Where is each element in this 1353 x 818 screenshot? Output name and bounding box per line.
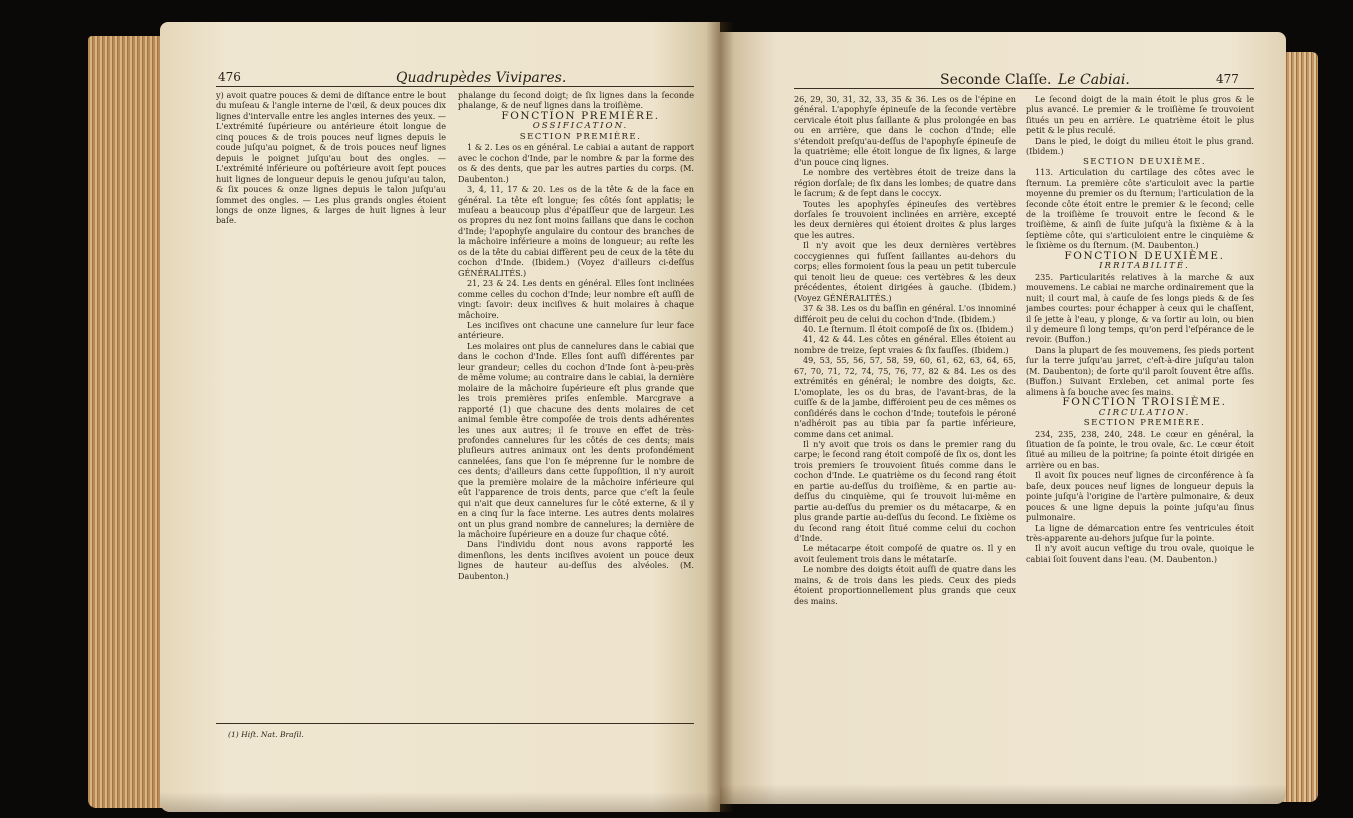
open-book	[88, 22, 1318, 812]
paragraph: Le nombre des doigts étoit auſſi de quatre dans les mains, & de trois dans les pieds. Ceux des pieds étoient proportionnellement plus grands que ceux des mains.	[794, 564, 1016, 606]
paragraph: Toutes les apophyſes épineuſes des vertèbres dorſales ſe trouvoient inclinées en arrière, excepté les deux dernières qui étoient droites & plus larges que les autres.	[794, 198, 1016, 240]
left-page	[160, 22, 720, 812]
paragraph: Il n'y avoit que les deux dernières vertèbres coccygiennes qui fuſſent ſaillantes au-dehors du corps; elles formoient ſous la peau un petit tubercule qui tenoit lieu de queue: ces vertèbres & les deux précédentes, étoient dirigées à gauche. (Ibidem.) (Voyez GÉNÉRALITÉS.)	[794, 240, 1016, 303]
function-heading: FONCTION DEUXIÈME.	[1064, 249, 1225, 262]
page-number-right: 477	[1216, 72, 1239, 86]
section-heading: SECTION PREMIÈRE.	[1083, 418, 1206, 429]
right-column-2	[1026, 94, 1254, 754]
running-title-left: Quadrupèdes Vivipares.	[396, 70, 567, 86]
sub-heading: IRRITABILITÉ.	[1099, 261, 1190, 272]
paragraph: Il avoit ſix pouces neuf lignes de circonférence à ſa baſe, deux pouces neuf lignes de longueur depuis la pointe juſqu'à l'origine de l'artère pulmonaire, & deux pouces & une ligne depuis la pointe juſqu'au ſinus pulmonaire.	[1026, 470, 1254, 523]
page-edges-left	[88, 36, 166, 808]
right-column-1	[794, 94, 1016, 754]
paragraph: La ligne de démarcation entre ſes ventricules étoit très-apparente au-dehors juſque ſur la pointe.	[1026, 522, 1254, 544]
function-heading: FONCTION TROISIÈME.	[1062, 396, 1227, 409]
paragraph: Les molaires ont plus de cannelures dans le cabiai que dans le cochon d'Inde. Elles ſont auſſi différentes par leur grandeur; celles du cochon d'Inde ſont à-peu-près de même volume; au contraire dans le cabiai, la dernière molaire de la mâchoire ſupérieure eſt plus grande que les trois premières priſes enſemble. Marcgrave a rapporté (1) que chacune des dents molaires de cet animal ſemble être compoſée de trois dents adhérentes les unes aux autres; il ſe trouve en effet de très-profondes cannelures ſur les côtés de ces dents; mais pluſieurs autres animaux ont les dents profondément cannelées, ſans que l'on ſe méprenne ſur le nombre de ces dents; d'ailleurs dans cette ſuppoſition, il n'y auroit que la première molaire de la mâchoire inférieure qui eût l'apparence de trois dents, parce que c'eſt la ſeule qui n'ait que deux cannelures ſur le côté externe, & il y en a cinq ſur la face interne. Les autres dents molaires ont un plus grand nombre de cannelures; la dernière de la mâchoire ſupérieure en a douze ſur chaque côté.	[458, 340, 694, 540]
footnote: (1) Hiſt. Nat. Braſil.	[228, 730, 304, 739]
running-title-right-a: Seconde Claſſe.	[940, 72, 1052, 88]
right-page	[720, 32, 1286, 804]
paragraph: Il n'y avoit aucun veſtige du trou ovale, quoique le cabiai ſoit ſouvent dans l'eau. (M. Daubenton.)	[1026, 543, 1254, 564]
left-column-2	[458, 90, 694, 710]
paragraph: 40. Le ſternum. Il étoit compoſé de ſix os. (Ibidem.)	[803, 323, 1014, 334]
paragraph: 49, 53, 55, 56, 57, 58, 59, 60, 61, 62, 63, 64, 65, 67, 70, 71, 72, 74, 75, 76, 77, 82 & 84. Les os des extrémités en général; le nombre des doigts, &c. L'omoplate, les os du bras, de l'avant-bras, de la cuiſſe & de la jambe, différoient peu de ces mêmes os conſidérés dans le cochon d'Inde; toutefois le péroné n'adhéroit pas au tibia par ſa partie inférieure, comme dans cet animal.	[794, 355, 1016, 439]
left-column-1	[216, 90, 446, 710]
header-rule-right	[794, 88, 1254, 89]
page-shadow	[160, 792, 720, 812]
page-shadow	[720, 784, 1286, 804]
paragraph: 1 & 2. Les os en général. Le cabiai a autant de rapport avec le cochon d'Inde, par le nombre & par la forme des os & des dents, que par les autres parties du corps. (M. Daubenton.)	[458, 142, 694, 184]
paragraph: 113. Articulation du cartilage des côtes avec le ſternum. La première côte s'articuloit avec la partie moyenne du premier os du ſternum; l'articulation de la ſeconde côte étoit entre le premier & le ſecond; celle de la troiſième ſe trouvoit entre le ſecond & le troiſième, & ainſi de ſuite juſqu'à la ſixième & à la ſeptième côte, qui s'articuloient entre le cinquième & le ſixième os du ſternum. (M. Daubenton.)	[1026, 167, 1254, 251]
running-title-right-b: Le Cabiai.	[1058, 72, 1130, 88]
paragraph: 3, 4, 11, 17 & 20. Les os de la tête & de la face en général. La tête eſt longue; ſes côtés ſont applatis; le muſeau a beaucoup plus d'épaiſſeur que de largeur. Les os propres du nez ſont moins ſaillans que dans le cochon d'Inde; l'apophyſe angulaire du contour des branches de la mâchoire inférieure a moins de longueur; au reſte les os de la tête du cabiai diffèrent peu de ceux de la tête du cochon d'Inde. (Ibidem.) (Voyez d'ailleurs ci-deſſus GÉNÉRALITÉS.)	[458, 184, 694, 278]
section-heading: SECTION DEUXIÈME.	[1083, 156, 1206, 167]
paragraph: 234, 235, 238, 240, 248. Le cœur en général, la ſituation de ſa pointe, le trou ovale, &c. Le cœur étoit ſitué au milieu de la poitrine; ſa pointe étoit dirigée en arrière ou en bas.	[1026, 428, 1254, 470]
header-rule-left	[216, 86, 694, 87]
sub-heading: OSSIFICATION.	[532, 121, 629, 132]
sub-heading: CIRCULATION.	[1098, 407, 1191, 418]
paragraph: 41, 42 & 44. Les côtes en général. Elles étoient au nombre de treize, ſept vraies & ſix fauſſes. (Ibidem.)	[794, 334, 1016, 355]
paragraph: 37 & 38. Les os du baſſin en général. L'os innominé différoit peu de celui du cochon d'Inde. (Ibidem.)	[794, 303, 1016, 324]
page-edges-right	[1282, 52, 1318, 802]
paragraph: Le ſecond doigt de la main étoit le plus gros & le plus avancé. Le premier & le troiſième ſe trouvoient ſitués un peu en arrière. Le quatrième étoit le plus petit & le plus reculé.	[1026, 94, 1254, 136]
paragraph: Le nombre des vertèbres étoit de treize dans la région dorſale; de ſix dans les lombes; de quatre dans le ſacrum; & de ſept dans le coccyx.	[794, 167, 1016, 199]
book-gutter	[706, 22, 734, 812]
paragraph: Les inciſives ont chacune une cannelure ſur leur face antérieure.	[458, 319, 694, 341]
paragraph: Dans l'individu dont nous avons rapporté les dimenſions, les dents inciſives avoient un pouce deux lignes de hauteur au-deſſus des alvéoles. (M. Daubenton.)	[458, 539, 694, 581]
section-heading: SECTION PREMIÈRE.	[519, 131, 642, 142]
paragraph: y) avoit quatre pouces & demi de diſtance entre le bout du muſeau & l'angle interne de l'œil, & deux pouces dix lignes d'intervalle entre les angles internes des yeux. — L'extrémité ſupérieure ou antérieure étoit longue de cinq pouces & de trois pouces neuf lignes depuis le coude juſqu'au poignet, & de trois pouces neuf lignes depuis le poignet juſqu'au bout des ongles. — L'extrémité inférieure ou poſtérieure avoit ſept pouces huit lignes de longueur depuis le genou juſqu'au talon, & ſix pouces & onze lignes depuis le talon juſqu'au ſommet des ongles. — Les plus grands ongles étoient longs de onze lignes, & larges de huit lignes à leur baſe.	[216, 90, 446, 226]
paragraph: Dans la plupart de ſes mouvemens, ſes pieds portent ſur la terre juſqu'au jarret, c'eſt-à-dire juſqu'au talon (M. Daubenton); de ſorte qu'il paroît ſouvent être aſſis. (Buffon.) Suivant Erxleben, cet animal porte ſes alimens à ſa bouche avec ſes mains.	[1026, 344, 1254, 397]
page-number-left: 476	[218, 70, 241, 84]
footnote-rule	[216, 723, 694, 724]
paragraph: Dans le pied, le doigt du milieu étoit le plus grand. (Ibidem.)	[1026, 135, 1254, 157]
function-heading: FONCTION PREMIÈRE.	[501, 109, 660, 122]
paragraph: 235. Particularités relatives à la marche & aux mouvemens. Le cabiai ne marche ordinairement que la nuit; il court mal, à cauſe de ſes longs pieds & de ſes jambes courtes: pour échapper à ceux qui le chaſſent, il ſe jette à l'eau, y plonge, & va ſortir au loin, ou bien il y demeure ſi long temps, qu'on perd l'eſpérance de le revoir. (Buffon.)	[1026, 271, 1254, 345]
paragraph: Il n'y avoit que trois os dans le premier rang du carpe; le ſecond rang étoit compoſé de ſix os, dont les trois premiers ſe trouvoient ſitués comme dans le cochon d'Inde. Le quatrième os du ſecond rang étoit en partie au-deſſus du troiſième, & en partie au-deſſus du cinquième, qui ſe trouvoit lui-même en partie au-deſſus du premier os du métacarpe, & en plus grande partie au-deſſus du ſecond. Le ſixième os du ſecond rang étoit ſitué comme celui du cochon d'Inde.	[794, 438, 1016, 544]
paragraph: Le métacarpe étoit compoſé de quatre os. Il y en avoit ſeulement trois dans le métatarſe.	[794, 543, 1016, 564]
paragraph: 26, 29, 30, 31, 32, 33, 35 & 36. Les os de l'épine en général. L'apophyſe épineuſe de la ſeconde vertèbre cervicale étoit plus ſaillante & plus prolongée en bas ou en arrière, que dans le cochon d'Inde; elle s'étendoit preſqu'au-deſſus de l'apophyſe épineuſe de la quatrième; elle étoit longue de ſix lignes, & large d'un pouce cinq lignes.	[794, 94, 1016, 167]
paragraph: phalange du ſecond doigt; de ſix lignes dans la ſeconde phalange, & de neuf lignes dans la troiſième.	[458, 90, 694, 111]
paragraph: 21, 23 & 24. Les dents en général. Elles ſont inclinées comme celles du cochon d'Inde; leur nombre eſt auſſi de vingt: ſavoir: deux inciſives & huit molaires à chaque mâchoire.	[458, 278, 694, 320]
